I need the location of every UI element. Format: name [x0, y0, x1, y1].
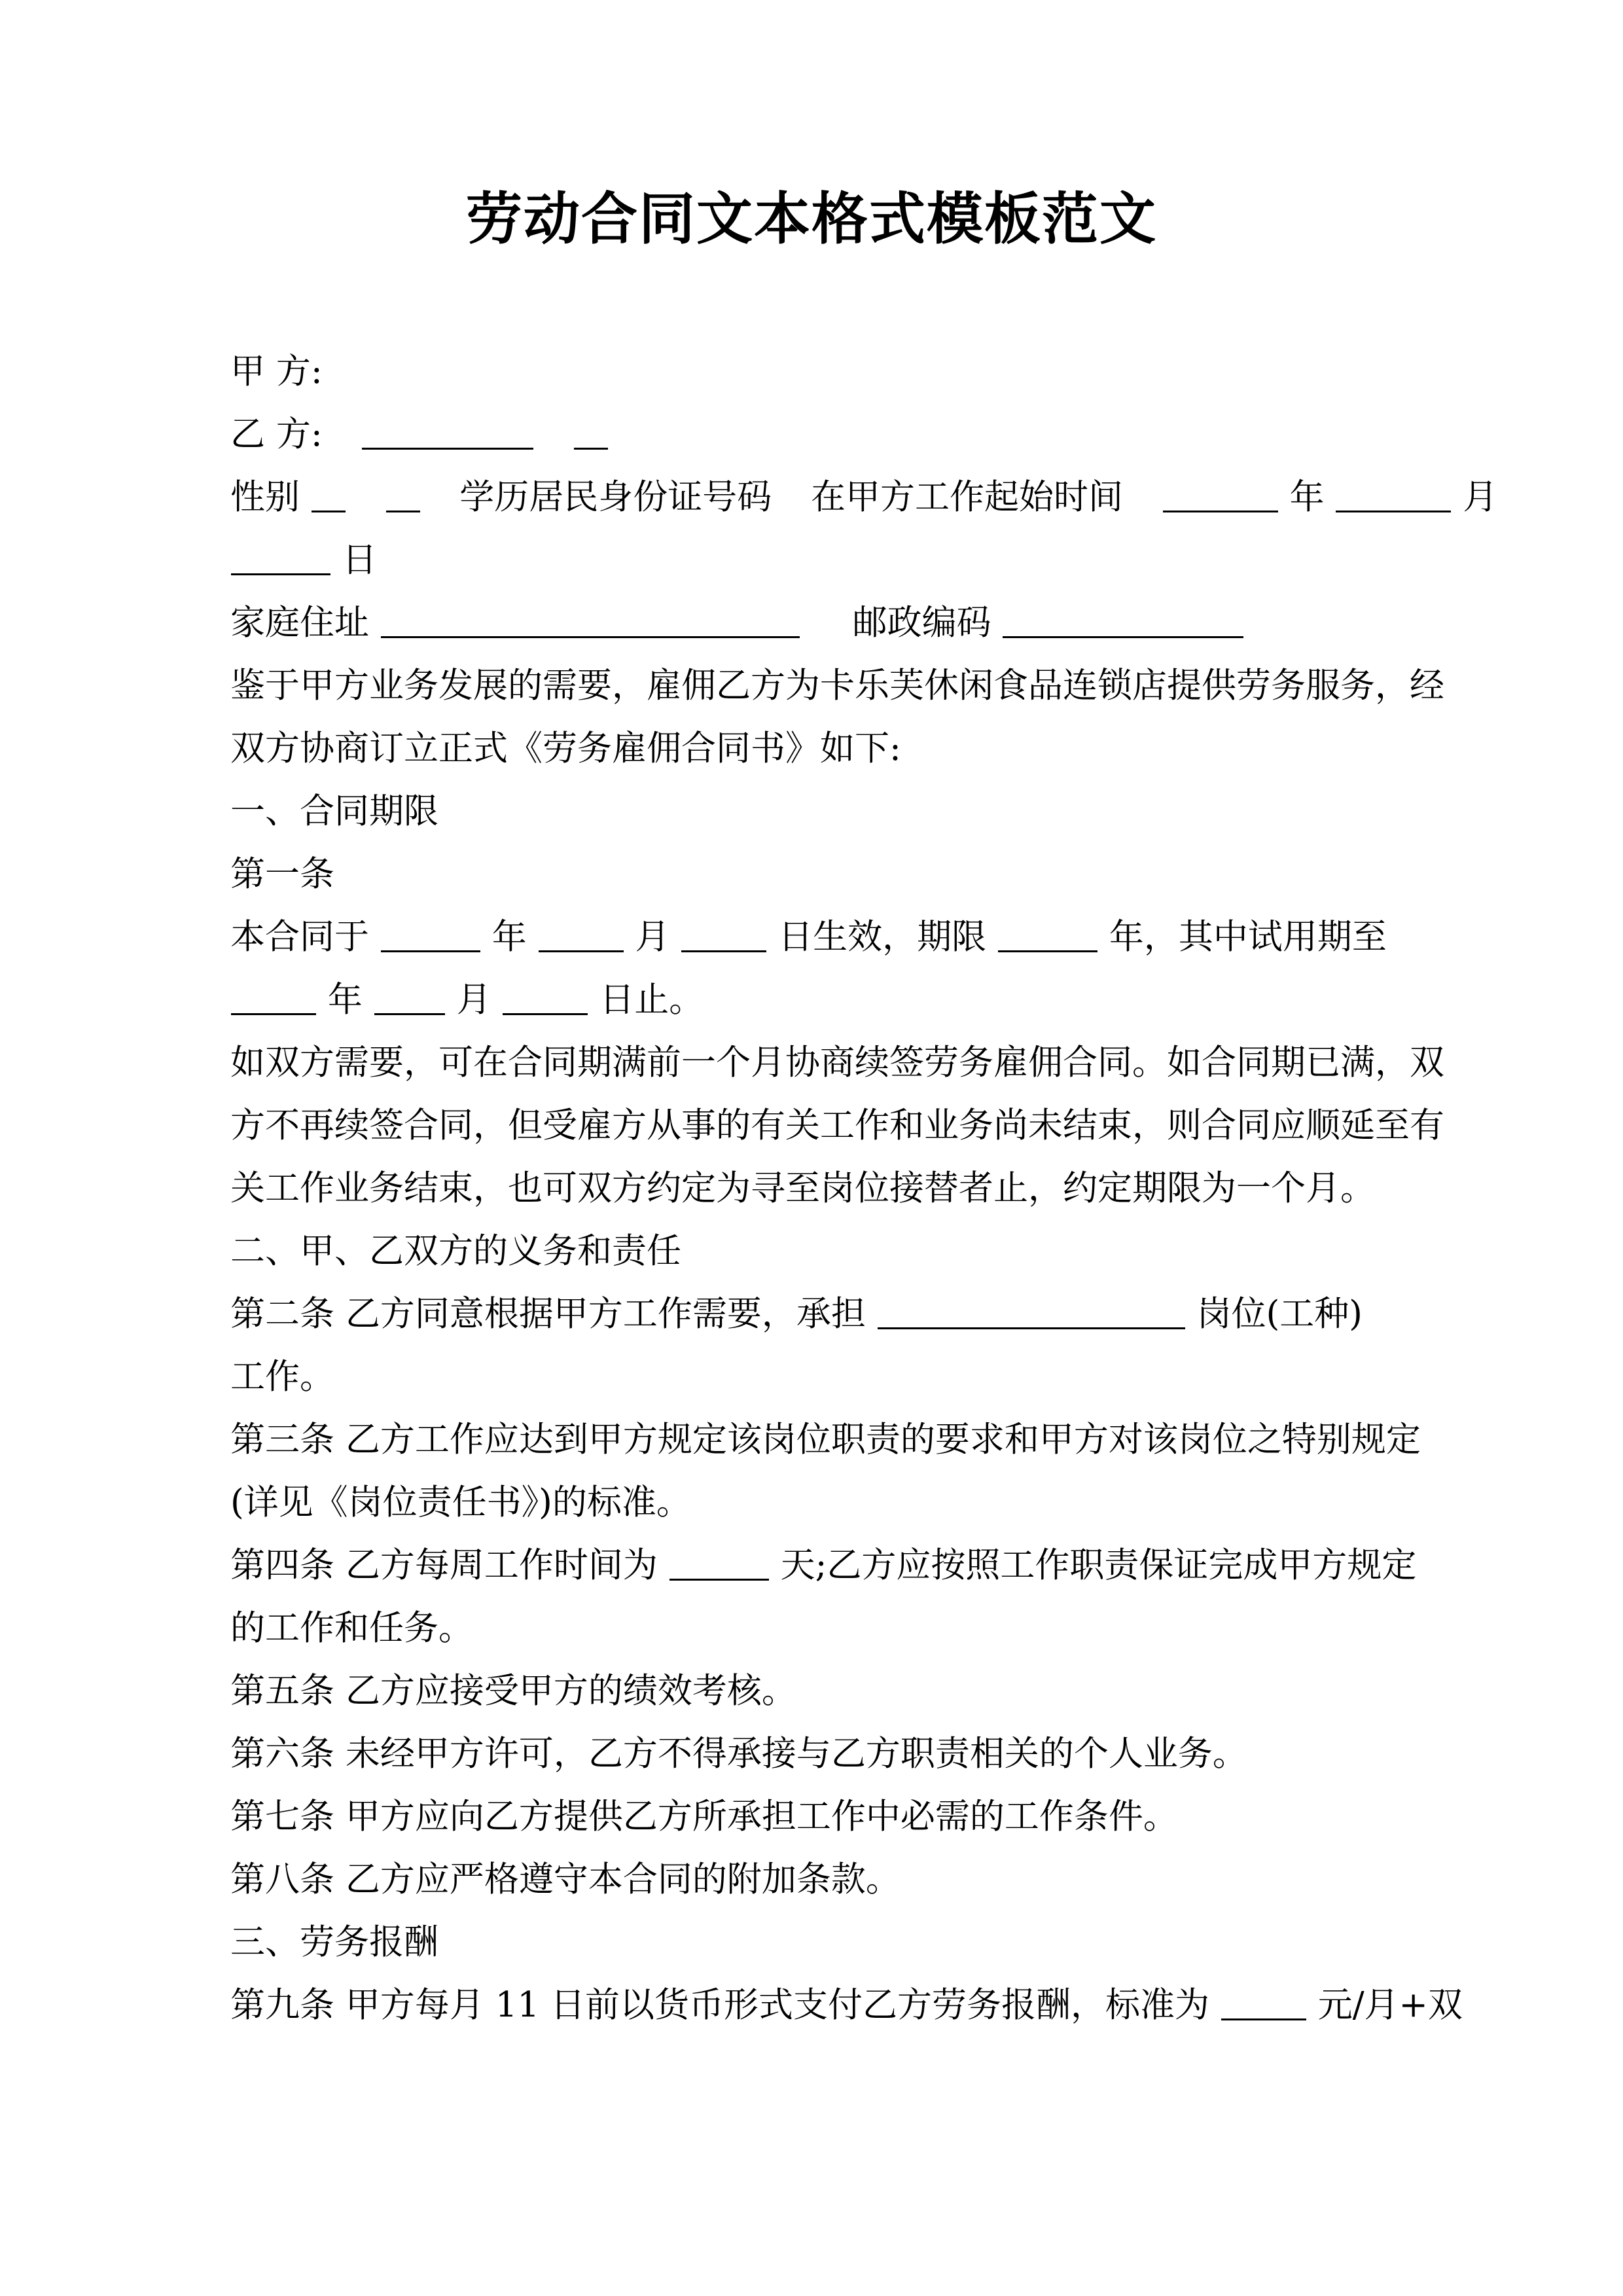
renewal-text-1: 如双方需要，可在合同期满前一个月协商续签劳务雇佣合同。如合同期已满，双	[230, 1043, 1444, 1083]
party-b-blank-primary[interactable]	[362, 425, 533, 450]
effective-month-blank[interactable]	[539, 928, 624, 952]
renewal-text-2: 方不再续签合同，但受雇方从事的有关工作和业务尚未结束，则合同应顺延至有	[230, 1105, 1444, 1145]
article-3-line-1	[230, 1408, 1421, 1471]
section-2-title: 二、甲、乙双方的义务和责任	[230, 1231, 681, 1271]
article-9-prefix: 第九条 甲方每月 11 日前以货币形式支付乙方劳务报酬，标准为	[230, 1985, 1209, 2025]
home-address-label: 家庭住址	[230, 603, 369, 643]
start-day-blank[interactable]	[231, 551, 330, 575]
article-2-line-1	[230, 1283, 1402, 1346]
preamble-line-1	[230, 655, 1444, 717]
page-title: 劳动合同文本格式模板范文	[466, 186, 1157, 252]
day-unit: 日	[342, 540, 377, 580]
article-2-prefix: 第二条 乙方同意根据甲方工作需要，承担	[230, 1294, 866, 1334]
article-9-line	[230, 1974, 1463, 2037]
article-4-line-2	[230, 1597, 1402, 1660]
start-time-label: 在甲方工作起始时间	[811, 477, 1124, 517]
article-1-line-1	[230, 906, 1402, 969]
party-a-line	[230, 340, 1402, 403]
preamble-line-2	[230, 717, 1402, 780]
article-3-text-2: (详见《岗位责任书》)的标准。	[230, 1482, 691, 1522]
home-address-blank[interactable]	[381, 614, 800, 638]
party-a-label: 甲 方:	[230, 351, 323, 391]
probation-year-blank[interactable]	[231, 991, 316, 1015]
article-4-text-2: 的工作和任务。	[230, 1608, 473, 1648]
section-heading-1	[230, 780, 1402, 843]
party-b-blank-secondary[interactable]	[574, 425, 608, 450]
article-3-text-1: 第三条 乙方工作应达到甲方规定该岗位职责的要求和甲方对该岗位之特别规定	[230, 1420, 1421, 1460]
article-1-effective-text: 日生效，期限	[778, 917, 987, 957]
article-1-end-text: 日止。	[599, 980, 704, 1020]
article-1-term-text: 年，其中试用期至	[1109, 917, 1387, 957]
article-1-prefix: 本合同于	[230, 917, 369, 957]
renewal-line-1	[230, 1031, 1444, 1094]
gender-blank[interactable]	[312, 488, 346, 512]
article-8-line	[230, 1848, 1402, 1911]
article-1-heading	[230, 843, 1402, 906]
address-line	[230, 592, 1402, 655]
position-blank[interactable]	[878, 1305, 1185, 1329]
preamble-text-2-post: 如下:	[820, 728, 901, 768]
article-5-text: 第五条 乙方应接受甲方的绩效考核。	[230, 1671, 796, 1711]
article-7-line	[230, 1785, 1402, 1848]
article-2-suffix: 岗位(工种)	[1196, 1294, 1363, 1334]
personal-info-line-2	[230, 529, 1402, 592]
party-b-label: 乙 方:	[230, 414, 323, 454]
article-1-label: 第一条	[230, 854, 334, 894]
start-month-blank[interactable]	[1336, 488, 1451, 512]
education-id-label: 学历居民身份证号码	[459, 477, 772, 517]
article-8-text: 第八条 乙方应严格遵守本合同的附加条款。	[230, 1859, 901, 1899]
month-unit: 月	[635, 917, 670, 957]
section-heading-3	[230, 1911, 1402, 1974]
article-4-prefix: 第四条 乙方每周工作时间为	[230, 1545, 658, 1585]
renewal-line-2	[230, 1094, 1444, 1157]
personal-info-line	[230, 466, 1498, 529]
article-3-line-2	[230, 1471, 1402, 1534]
month-unit: 月	[456, 980, 491, 1020]
gender-label: 性别	[230, 477, 300, 517]
article-7-text: 第七条 甲方应向乙方提供乙方所承担工作中必需的工作条件。	[230, 1797, 1178, 1837]
article-4-line-1	[230, 1534, 1417, 1597]
party-b-line	[230, 403, 1402, 466]
section-heading-2	[230, 1220, 1402, 1283]
article-6-text: 第六条 未经甲方许可，乙方不得承接与乙方职责相关的个人业务。	[230, 1734, 1247, 1774]
year-unit: 年	[491, 917, 527, 957]
section-3-title: 三、劳务报酬	[230, 1922, 438, 1962]
section-1-title: 一、合同期限	[230, 791, 438, 831]
contract-name: 《劳务雇佣合同书》	[508, 728, 820, 768]
month-unit: 月	[1463, 477, 1498, 517]
probation-month-blank[interactable]	[374, 991, 445, 1015]
salary-amount-blank[interactable]	[1221, 1996, 1306, 2020]
year-unit: 年	[327, 980, 363, 1020]
article-6-line	[230, 1723, 1402, 1785]
article-4-suffix: 天;乙方应按照工作职责保证完成甲方规定	[780, 1545, 1417, 1585]
article-9-suffix: 元/月+双	[1317, 1985, 1463, 2025]
start-year-blank[interactable]	[1163, 488, 1278, 512]
renewal-text-3: 关工作业务结束，也可双方约定为寻至岗位接替者止，约定期限为一个月。	[230, 1168, 1375, 1208]
article-2-text-2: 工作。	[230, 1357, 334, 1397]
preamble-text-2-pre: 双方协商订立正式	[230, 728, 508, 768]
article-1-line-2	[230, 969, 1402, 1031]
effective-day-blank[interactable]	[681, 928, 766, 952]
postcode-blank[interactable]	[1003, 614, 1243, 638]
article-2-line-2	[230, 1346, 1402, 1408]
document-body	[230, 340, 1498, 2037]
probation-day-blank[interactable]	[503, 991, 588, 1015]
term-years-blank[interactable]	[998, 928, 1097, 952]
preamble-text-1: 鉴于甲方业务发展的需要，雇佣乙方为卡乐芙休闲食品连锁店提供劳务服务，经	[230, 666, 1444, 706]
postcode-label: 邮政编码	[852, 603, 991, 643]
weekly-days-blank[interactable]	[669, 1556, 769, 1581]
article-5-line	[230, 1660, 1402, 1723]
effective-year-blank[interactable]	[381, 928, 480, 952]
education-blank[interactable]	[386, 488, 420, 512]
renewal-line-3	[230, 1157, 1402, 1220]
year-unit: 年	[1289, 477, 1325, 517]
